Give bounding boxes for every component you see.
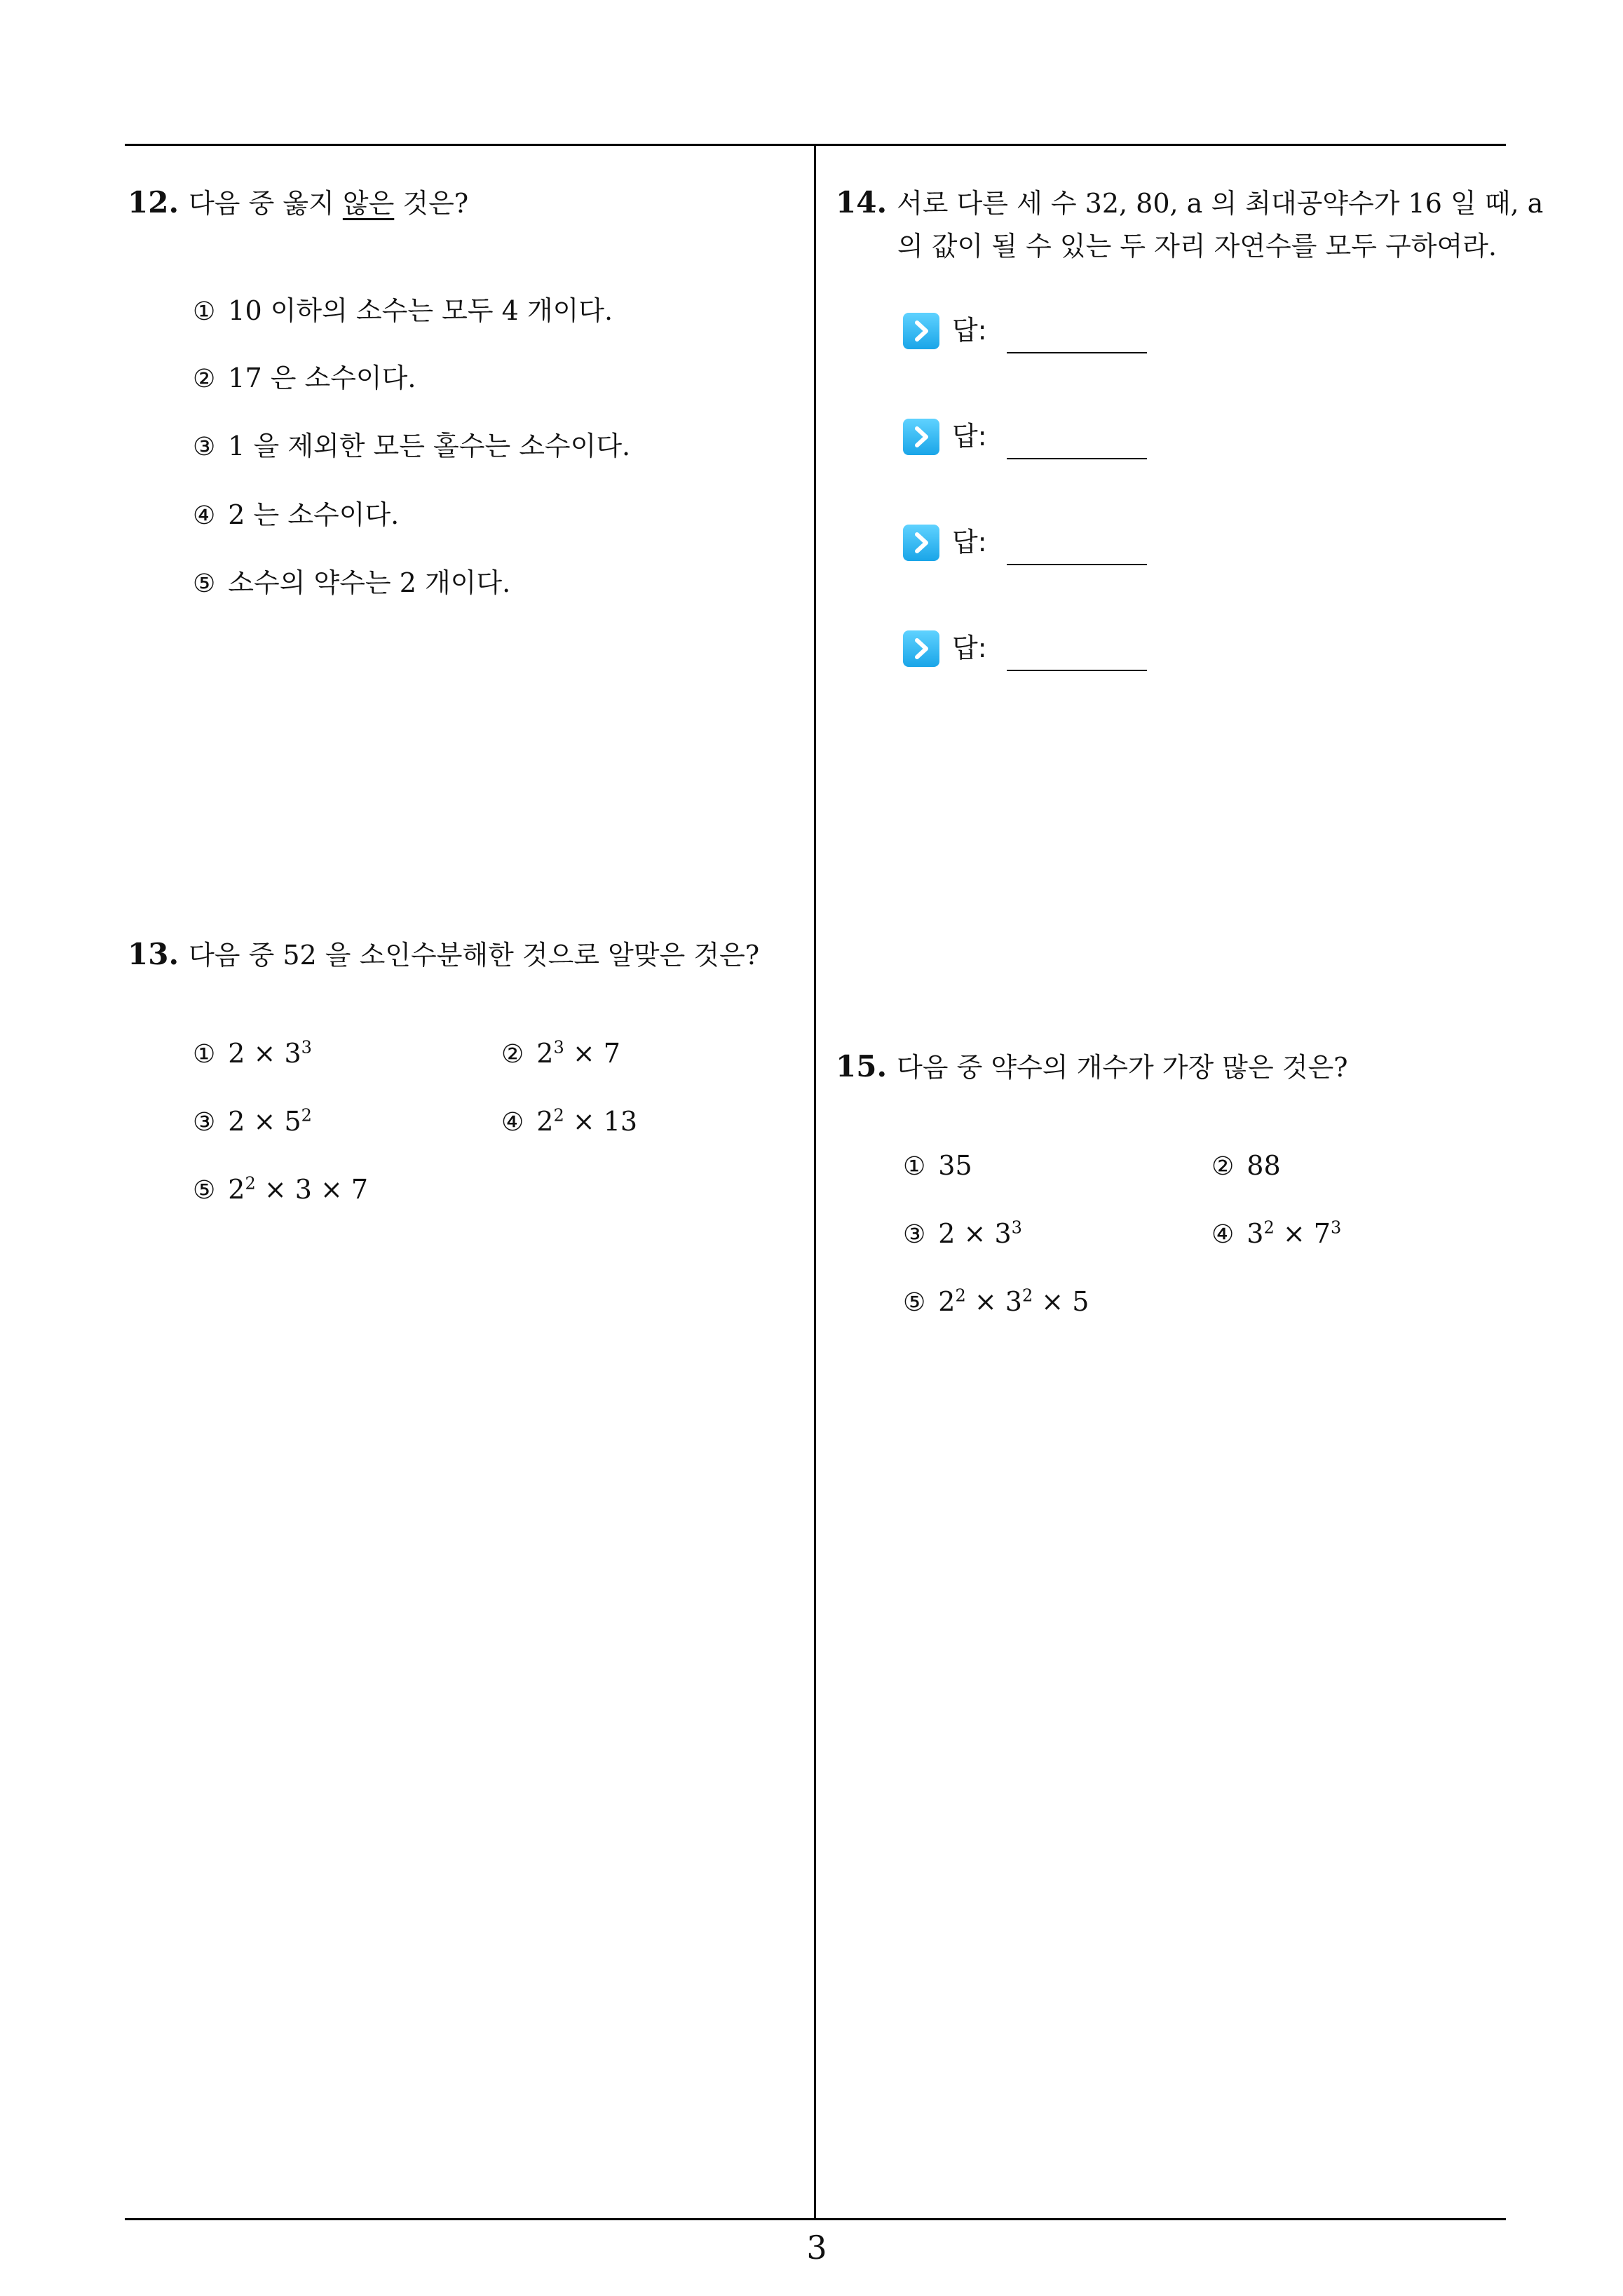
question-15-prompt xyxy=(836,1045,1348,1089)
question-text: 서로 다른 세 수 32, 80, a 의 최대공약수가 16 일 때, a xyxy=(897,188,1544,219)
q12-option-4[interactable]: ④ 2 는 소수이다. xyxy=(193,499,400,530)
answer-label: 답: xyxy=(952,421,987,452)
bottom-rule xyxy=(125,2218,1506,2220)
question-text: 것은? xyxy=(394,188,469,219)
chevron-right-icon xyxy=(903,630,939,667)
answer-blank[interactable] xyxy=(1007,458,1147,459)
question-number: 14. xyxy=(836,185,888,220)
answer-blank[interactable] xyxy=(1007,564,1147,565)
q13-option-1[interactable]: ① $2 \times 3^3$ xyxy=(193,1037,312,1069)
answer-label: 답: xyxy=(952,315,987,346)
chevron-right-icon xyxy=(903,419,939,455)
question-number: 13. xyxy=(128,937,179,971)
answer-label: 답: xyxy=(952,633,987,663)
q15-option-5[interactable]: ⑤ $2^2 \times 3^2 \times 5$ xyxy=(903,1285,1089,1317)
question-13 xyxy=(128,933,759,977)
question-text: 다음 중 52 을 소인수분해한 것으로 알맞은 것은? xyxy=(189,940,760,971)
question-number: 15. xyxy=(836,1049,888,1083)
q13-option-5[interactable]: ⑤ $2^2 \times 3 \times 7$ xyxy=(193,1173,369,1205)
q13-option-2[interactable]: ② $2^3 \times 7$ xyxy=(501,1037,620,1069)
question-emphasis: 않은 xyxy=(342,188,395,219)
question-text: 의 값이 될 수 있는 두 자리 자연수를 모두 구하여라. xyxy=(897,231,1497,262)
q12-option-5[interactable]: ⑤ 소수의 약수는 2 개이다. xyxy=(193,567,511,598)
q13-option-4[interactable]: ④ $2^2 \times 13$ xyxy=(501,1105,638,1137)
question-12-prompt xyxy=(128,181,468,225)
answer-label: 답: xyxy=(952,527,987,558)
question-text: 다음 중 옳지 xyxy=(189,188,343,219)
q15-option-4[interactable]: ④ $3^2 \times 7^3$ xyxy=(1211,1217,1342,1249)
q15-option-3[interactable]: ③ $2 \times 3^3$ xyxy=(903,1217,1022,1249)
question-number: 12. xyxy=(128,185,179,220)
question-14 xyxy=(836,181,1544,272)
question-14-prompt xyxy=(836,181,1544,272)
chevron-right-icon xyxy=(903,313,939,349)
page-number: 3 xyxy=(806,2229,827,2267)
q15-option-2[interactable]: ② 88 xyxy=(1211,1150,1281,1181)
answer-blank[interactable] xyxy=(1007,670,1147,671)
q13-option-3[interactable]: ③ $2 \times 5^2$ xyxy=(193,1105,312,1137)
chevron-right-icon xyxy=(903,525,939,561)
question-12 xyxy=(128,181,468,225)
answer-blank[interactable] xyxy=(1007,352,1147,353)
question-text: 다음 중 약수의 개수가 가장 많은 것은? xyxy=(897,1052,1348,1083)
q12-option-2[interactable]: ② 17 은 소수이다. xyxy=(193,363,416,393)
question-15 xyxy=(836,1045,1348,1089)
q12-option-1[interactable]: ① 10 이하의 소수는 모두 4 개이다. xyxy=(193,295,613,326)
q15-option-1[interactable]: ① 35 xyxy=(903,1150,972,1181)
question-13-prompt xyxy=(128,933,759,977)
q12-option-3[interactable]: ③ 1 을 제외한 모든 홀수는 소수이다. xyxy=(193,431,631,461)
column-divider xyxy=(814,144,816,2220)
